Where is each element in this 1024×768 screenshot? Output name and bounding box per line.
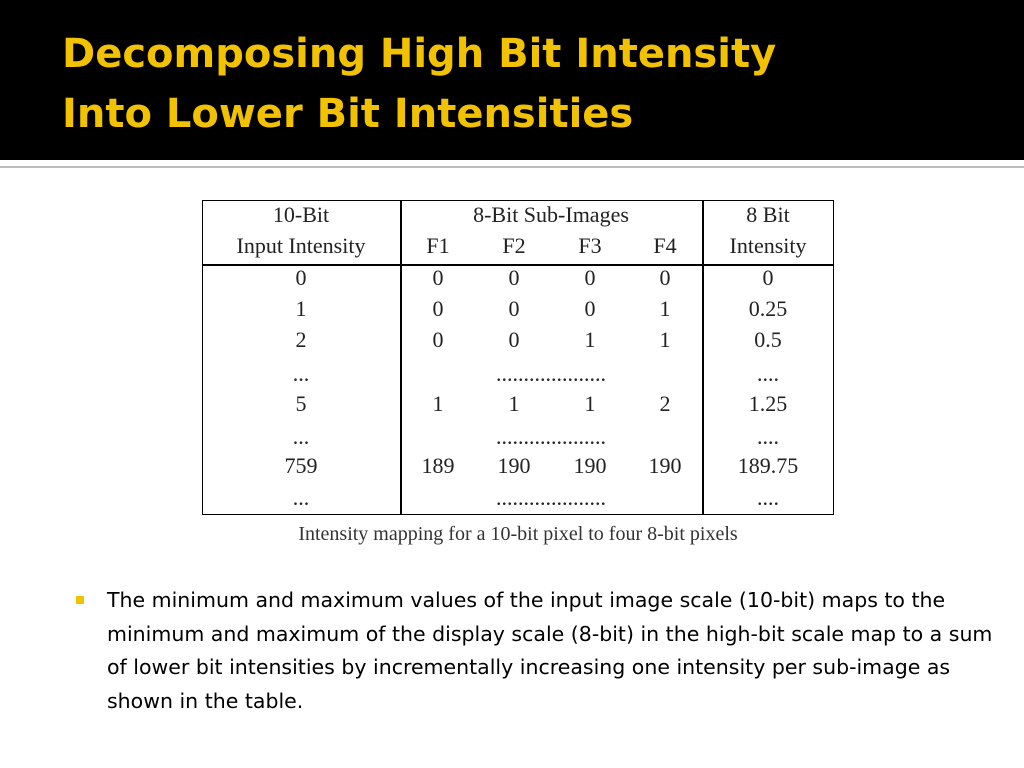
row-output: 0 — [762, 265, 774, 290]
row-input: 0 — [295, 265, 307, 290]
row-f1: 0 — [432, 296, 444, 321]
header-input-line-2: Input Intensity — [236, 233, 366, 258]
row-f3: 1 — [584, 327, 596, 352]
intensity-mapping-table — [202, 200, 834, 515]
slide-title — [62, 24, 992, 144]
row-f3: 1 — [584, 391, 596, 416]
bullet-list — [76, 584, 996, 718]
row-f1: 1 — [432, 391, 444, 416]
row-input: 1 — [295, 296, 307, 321]
row-output: .... — [757, 424, 779, 449]
row-ellipsis: .................... — [496, 485, 606, 510]
slide-title-line-1: Decomposing High Bit Intensity — [62, 31, 777, 77]
row-f2: 1 — [508, 391, 520, 416]
header-input-line-1: 10-Bit — [272, 202, 330, 227]
row-input: 2 — [295, 327, 307, 352]
row-output: .... — [757, 485, 779, 510]
row-input: ... — [292, 424, 310, 449]
table-caption: Intensity mapping for a 10-bit pixel to four 8-bit pixels — [298, 523, 738, 545]
header-f3: F3 — [578, 233, 602, 258]
square-bullet-icon — [76, 596, 84, 604]
row-output: 0.5 — [754, 327, 782, 352]
row-ellipsis: .................... — [496, 361, 606, 386]
row-f2: 0 — [508, 265, 520, 290]
row-output: 189.75 — [737, 453, 799, 478]
header-f1: F1 — [426, 233, 450, 258]
row-f4: 1 — [659, 296, 671, 321]
row-f3: 190 — [573, 453, 607, 478]
row-f4: 1 — [659, 327, 671, 352]
row-input: ... — [292, 361, 310, 386]
row-f2: 190 — [497, 453, 531, 478]
title-bar — [0, 0, 1024, 160]
header-sub-images: 8-Bit Sub-Images — [473, 202, 629, 227]
row-input: ... — [292, 485, 310, 510]
slide-title-line-2: Into Lower Bit Intensities — [62, 91, 634, 137]
row-f1: 0 — [432, 265, 444, 290]
row-input: 5 — [295, 391, 307, 416]
row-input: 759 — [284, 453, 318, 478]
header-f4: F4 — [653, 233, 677, 258]
row-output: 0.25 — [748, 296, 788, 321]
title-divider — [0, 166, 1024, 168]
row-f3: 0 — [584, 296, 596, 321]
row-f1: 0 — [432, 327, 444, 352]
header-f2: F2 — [502, 233, 526, 258]
table-divider-input — [400, 201, 402, 514]
row-f4: 190 — [648, 453, 682, 478]
header-output-line-1: 8 Bit — [746, 202, 790, 227]
table-divider-output — [702, 201, 704, 514]
row-f2: 0 — [508, 296, 520, 321]
row-f1: 189 — [421, 453, 455, 478]
row-f4: 0 — [659, 265, 671, 290]
bullet-text: The minimum and maximum values of the input image scale (10-bit) maps to the minimum and maximum of the display scale (8-bit) in the high-bit scale map to a sum of lower bit intensities by incrementally increasing one intensity per sub-image as shown in the table. — [107, 588, 993, 713]
header-output-line-2: Intensity — [729, 233, 807, 258]
row-output: 1.25 — [748, 391, 788, 416]
row-ellipsis: .................... — [496, 424, 606, 449]
row-output: .... — [757, 361, 779, 386]
row-f3: 0 — [584, 265, 596, 290]
row-f4: 2 — [659, 391, 671, 416]
row-f2: 0 — [508, 327, 520, 352]
